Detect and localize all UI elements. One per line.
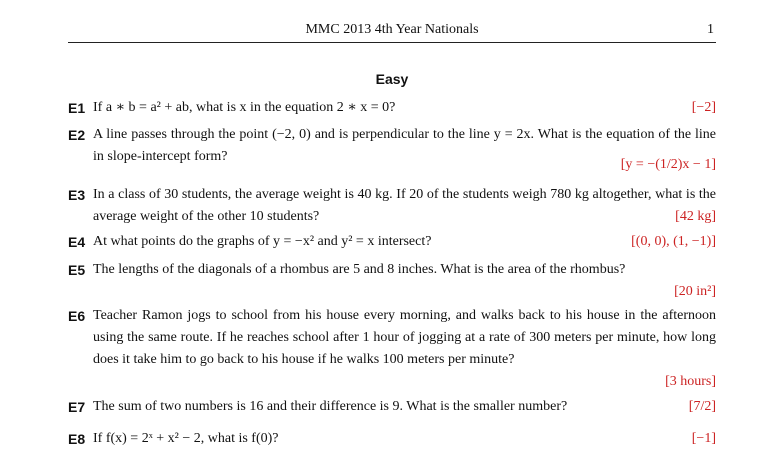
problem-e3 [68, 184, 716, 228]
problem-statement: In a class of 30 students, the average weight is 40 kg. If 20 of the students weigh 780 kg altogether, what is the average weight of the other 10 students? [93, 187, 716, 224]
page-header [68, 20, 716, 43]
problem-answer: [(0, 0), (1, −1)] [631, 234, 716, 249]
problem-e4 [68, 231, 716, 253]
problem-answer: [−2] [691, 100, 716, 115]
problem-number: E4 [68, 234, 86, 250]
problem-answer: [7/2] [688, 399, 716, 414]
problem-text: Teacher Ramon jogs to school from his house every morning, and walks back to his house in the afternoon using the same route. If he reaches school after 1 hour of jogging at a rate of 300 meters per minute, how long does it take him to go back to his house if he walks 100 meters per minute? [93, 308, 716, 367]
problem-number: E5 [68, 262, 86, 278]
problem-number: E8 [68, 431, 86, 447]
problem-number: E6 [68, 308, 86, 324]
header-title: MMC 2013 4th Year Nationals [305, 22, 479, 37]
problem-answer: [3 hours] [665, 374, 716, 389]
problem-text [93, 396, 716, 418]
problem-statement: At what points do the graphs of y = −x² and y² = x intersect? [93, 234, 432, 249]
problem-number: E2 [68, 127, 86, 143]
problem-statement: If a ∗ b = a² + ab, what is x in the equation 2 ∗ x = 0? [93, 100, 396, 115]
problem-number: E1 [68, 100, 86, 116]
problem-text [93, 97, 716, 119]
page-number: 1 [707, 22, 714, 37]
problem-text [93, 184, 716, 228]
problem-statement: If f(x) = 2ˣ + x² − 2, what is f(0)? [93, 431, 279, 446]
problem-text [93, 428, 716, 450]
problem-e8 [68, 428, 716, 450]
problem-answer: [y = −(1/2)x − 1] [620, 157, 716, 172]
problem-e2 [68, 124, 716, 176]
problem-text: The lengths of the diagonals of a rhombus are 5 and 8 inches. What is the area of the rhombus? [93, 262, 626, 277]
problem-number: E3 [68, 187, 86, 203]
problem-e5 [68, 259, 716, 303]
problem-e1 [68, 97, 716, 119]
problem-text [93, 231, 716, 253]
problem-text: A line passes through the point (−2, 0) and is perpendicular to the line y = 2x. What is the equation of the line in slope-intercept form? [93, 127, 716, 164]
problem-answer: [−1] [691, 431, 716, 446]
problem-answer: [20 in²] [674, 284, 716, 299]
problem-number: E7 [68, 399, 86, 415]
problem-e6 [68, 305, 716, 393]
section-title: Easy [375, 71, 409, 87]
problem-e7 [68, 396, 716, 418]
problem-statement: The sum of two numbers is 16 and their difference is 9. What is the smaller number? [93, 399, 568, 414]
problem-answer: [42 kg] [675, 209, 716, 224]
